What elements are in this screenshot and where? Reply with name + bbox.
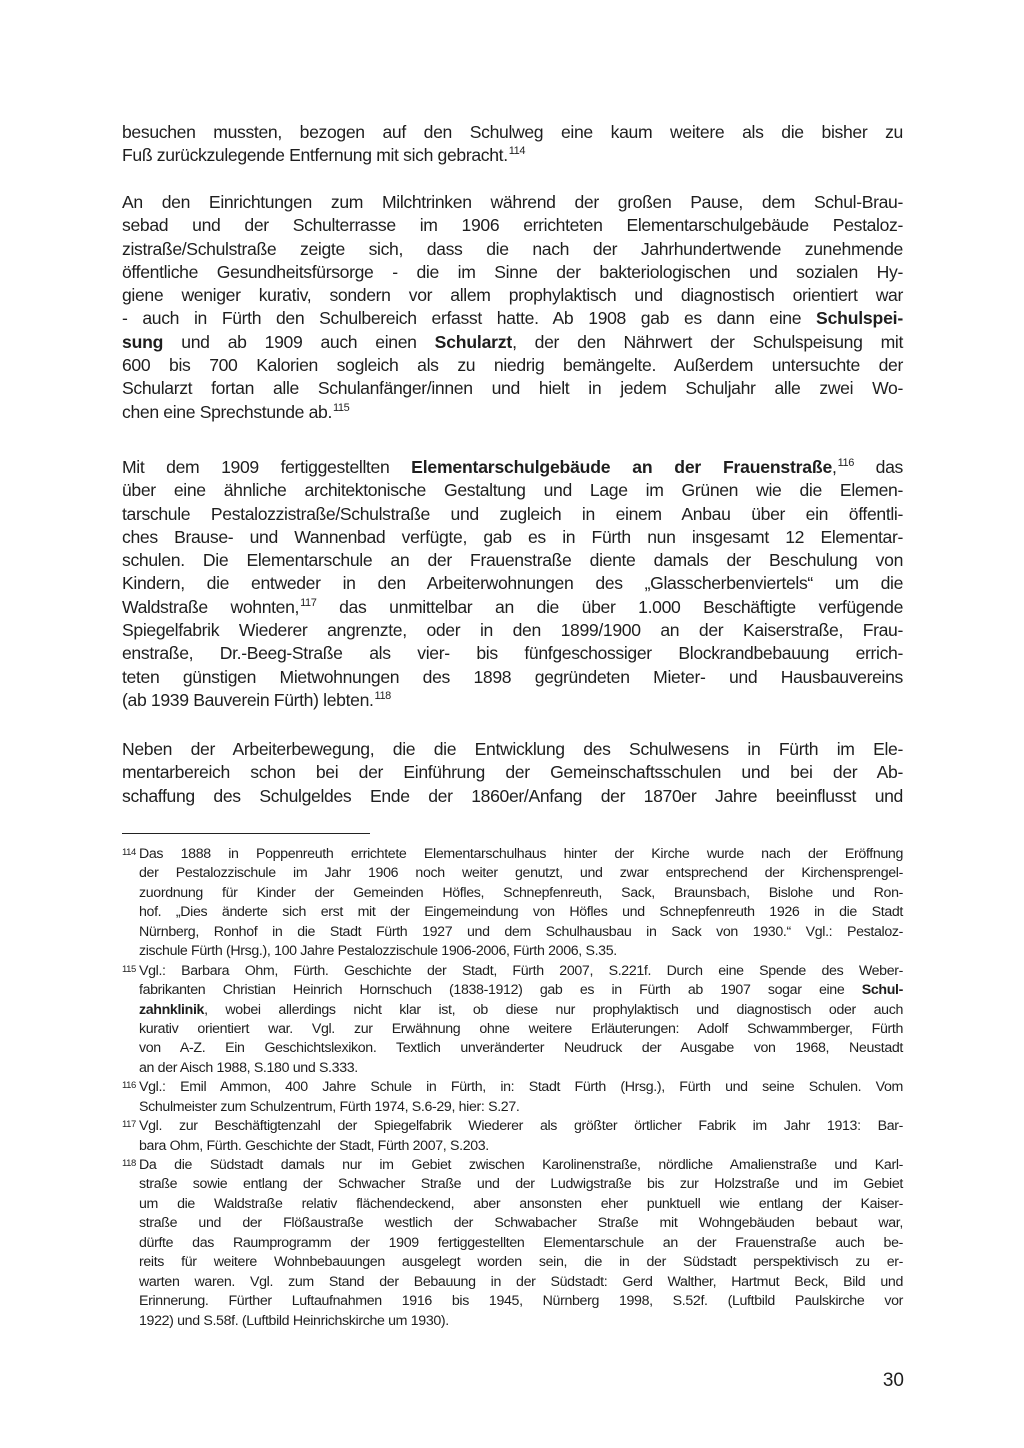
text-line: Spiegelfabrik Wiederer angrenzte, oder in den 1899/1900 an der Kaiserstraße, Frau- — [122, 620, 903, 641]
text-line: über eine ähnliche architektonische Gestaltung und Lage im Grünen wie die Elemen- — [122, 480, 903, 501]
footnote-line: straße und der Flößaustraße westlich der Schwabacher Straße mit Wohngebäuden bebaut war, — [139, 1215, 903, 1232]
text-segment: das — [853, 457, 903, 477]
footnote-number: 118 — [122, 1158, 136, 1169]
footnote-line: von A-Z. Ein Geschichtslexikon. Textlich unveränderter Neudruck der Ausgabe von 1968, Neustadt — [139, 1040, 903, 1057]
footnote-line — [122, 981, 903, 1000]
text-line: schaffung des Schulgeldes Ende der 1860er/Anfang der 1870er Jahre beeinflusst und — [122, 785, 903, 806]
footnote-line: Nürnberg, Ronhof in die Stadt Fürth 1927 und dem Schulhausbau in Sack von 1930.“ Vgl.: Pestaloz- — [139, 923, 903, 940]
text-line: 600 bis 700 Kalorien sogleich als zu niedrig bemängelte. Außerdem untersuchte der — [122, 355, 903, 376]
footnote-line: um die Waldstraße relativ flächendeckend, aber ansonsten eher punktuell wie entlang der Kaiser- — [139, 1195, 903, 1212]
footnote-line: Das 1888 in Poppenreuth errichtete Elementarschulhaus hinter der Kirche wurde nach der Eröffnung — [139, 846, 903, 862]
footnote-ref[interactable]: 114 — [508, 145, 526, 158]
footnote-line: dürfte das Raumprogramm der 1909 fertiggestellten Elementarschule an der Frauenstraße auch be- — [139, 1234, 903, 1251]
text-segment: (ab 1939 Bauverein Fürth) lebten. — [122, 689, 374, 710]
text-segment: Mit dem 1909 fertiggestellten — [122, 457, 412, 477]
footnote-line: Vgl. zur Beschäftigtenzahl der Spiegelfabrik Wiederer als größter örtlicher Fabrik im Jahr 1913: Bar- — [139, 1118, 903, 1135]
text-segment: chen eine Sprechstunde ab. — [122, 401, 333, 422]
paragraph-2 — [122, 191, 903, 424]
text-line: zistraße/Schulstraße zeigte sich, dass die nach der Jahrhundertwende zunehmende — [122, 238, 903, 259]
text-line: sebad und der Schulterrasse im 1906 errichteten Elementarschulgebäude Pestaloz- — [122, 215, 903, 236]
footnote-line: straße sowie entlang der Schwacher Straße und der Ludwigstraße bis zur Holzstraße und im Gebiet — [139, 1176, 903, 1193]
footnote-line: reits für weitere Wohnbebauungen ausgelegt worden sein, die in der Südstadt perspektivisch zu er- — [139, 1254, 903, 1271]
text-line: tarschule Pestalozzistraße/Schulstraße und zugleich in einem Anbau über ein öffentli- — [122, 503, 903, 524]
footnote-line: der Pestalozzischule im Jahr 1906 noch weiter genutzt, und zwar entsprechend der Kirchensprengel- — [139, 865, 903, 882]
footnote-ref[interactable]: 116 — [837, 457, 854, 469]
text-line: Neben der Arbeiterbewegung, die die Entwicklung des Schulwesens in Fürth im Ele- — [122, 739, 903, 759]
footnote-line: Schulmeister zum Schulzentrum, Fürth 1974, S.6-29, hier: S.27. — [139, 1098, 520, 1115]
footnote-line: warten waren. Vgl. zum Stand der Bebauung in der Südstadt: Gerd Walther, Hartmut Beck, Bild und — [139, 1273, 903, 1290]
text-line — [122, 144, 903, 167]
footnote-line: 1922) und S.58f. (Luftbild Heinrichskirche um 1930). — [139, 1312, 449, 1329]
footnote-line: Vgl.: Barbara Ohm, Fürth. Geschichte der Stadt, Fürth 2007, S.221f. Durch eine Spende des Weber- — [139, 962, 903, 979]
text-line: enstraße, Dr.-Beeg-Straße als vier- bis fünfgeschossiger Blockrandbebauung errich- — [122, 643, 903, 664]
text-segment: das unmittelbar an die über 1.000 Beschäftigte verfügende — [316, 596, 904, 617]
emphasis-schulspeisung-cont: sung — [122, 331, 164, 352]
footnote-ref[interactable]: 115 — [333, 401, 350, 414]
page-number: 30 — [882, 1370, 904, 1391]
text-segment: , — [832, 457, 837, 477]
footnote-line: zuordnung für Kinder der Gemeinden Höfles, Schnepfenreuth, Sack, Braunsbach, Bislohe und Ron- — [139, 884, 903, 901]
footnote-line: bara Ohm, Fürth. Geschichte der Stadt, Fürth 2007, S.203. — [139, 1137, 489, 1154]
text-line: öffentliche Gesundheitsfürsorge - die im Sinne der bakteriologischen und sozialen Hy- — [122, 261, 903, 282]
text-line: besuchen mussten, bezogen auf den Schulweg eine kaum weitere als die bisher zu — [122, 122, 903, 142]
text-line: mentarbereich schon bei der Einführung der Gemeinschaftsschulen und bei der Ab- — [122, 762, 903, 783]
emphasis-elementarschulgebaeude: Elementarschulgebäude an der Frauenstraße — [411, 457, 833, 477]
text-line: teten günstigen Mietwohnungen des 1898 gegründeten Mieter- und Hausbauvereins — [122, 666, 903, 687]
text-segment: fabrikanten Christian Heinrich Hornschuch (1838-1912) gab es in Fürth ab 1907 sogar eine — [139, 982, 862, 999]
paragraph-3 — [122, 456, 903, 712]
footnote-line: Vgl.: Emil Ammon, 400 Jahre Schule in Fürth, in: Stadt Fürth (Hrsg.), Fürth und seine Schulen. Vom — [139, 1079, 903, 1096]
footnote-line: Da die Südstadt damals nur im Gebiet zwischen Karolinenstraße, nördliche Amalienstraße und Karl- — [139, 1157, 903, 1173]
footnote-118 — [122, 1156, 903, 1331]
emphasis-schulzahnklinik-cont: zahnklinik — [139, 1001, 205, 1018]
text-line: schulen. Die Elementarschule an der Frauenstraße diente damals der Beschulung von — [122, 550, 903, 571]
footnote-line: an der Aisch 1988, S.180 und S.333. — [139, 1059, 358, 1076]
emphasis-schulzahnklinik: Schul- — [861, 982, 903, 999]
text-segment: , wobei allerdings nicht klar ist, ob diese nur prophylaktisch und diagnostisch oder auch — [204, 1001, 903, 1018]
text-segment: , der den Nährwert der Schulspeisung mit — [512, 331, 903, 352]
text-line: ches Brause- und Wannenbad verfügte, gab es in Fürth nun insgesamt 12 Elementar- — [122, 526, 903, 547]
paragraph-1 — [122, 121, 903, 168]
text-line — [122, 307, 903, 330]
text-line — [122, 456, 903, 479]
footnote-line: zischule Fürth (Hrsg.), 100 Jahre Pestalozzischule 1906-2006, Fürth 2006, S.35. — [139, 943, 617, 960]
text-line: Schularzt fortan alle Schulanfänger/innen und hielt in jedem Schuljahr alle zwei Wo- — [122, 378, 903, 399]
text-line — [122, 331, 903, 354]
text-line — [122, 596, 903, 619]
footnote-114 — [122, 845, 903, 962]
footnote-number: 117 — [122, 1119, 136, 1131]
text-segment: und ab 1909 auch einen — [163, 331, 435, 352]
emphasis-schularzt: Schularzt — [434, 331, 513, 352]
text-line: An den Einrichtungen zum Milchtrinken während der großen Pause, dem Schul-Brau- — [122, 192, 903, 212]
footnote-line: kurativ orientiert war. Vgl. zur Erwähnung ohne weitere Erläuterungen: Adolf Schwammberger, Fürth — [139, 1020, 903, 1037]
text-line: giene weniger kurativ, sondern vor allem prophylaktisch und diagnostisch orientiert war — [122, 285, 903, 306]
footnote-number: 115 — [122, 963, 136, 975]
footnote-116 — [122, 1078, 903, 1117]
footnotes — [122, 845, 903, 1331]
text-segment: Waldstraße wohnten, — [122, 596, 300, 617]
footnote-115 — [122, 962, 903, 1079]
footnote-ref[interactable]: 118 — [374, 689, 391, 702]
footnote-ref[interactable]: 117 — [300, 596, 317, 609]
footnote-number: 114 — [122, 847, 136, 858]
footnote-line: Erinnerung. Fürther Luftaufnahmen 1916 bis 1945, Nürnberg 1998, S.52f. (Luftbild Paulskirche vor — [139, 1293, 903, 1310]
emphasis-schulspeisung: Schulspei- — [816, 308, 903, 329]
footnote-separator — [122, 833, 370, 834]
footnote-line — [122, 1001, 903, 1020]
text-line — [122, 401, 903, 424]
text-segment: - auch in Fürth den Schulbereich erfasst hatte. Ab 1908 gab es dann eine — [122, 308, 817, 329]
text-segment: Fuß zurückzulegende Entfernung mit sich gebracht. — [122, 145, 508, 166]
footnote-number: 116 — [122, 1080, 136, 1092]
text-line — [122, 689, 903, 712]
footnote-line: hof. „Dies änderte sich erst mit der Eingemeindung von Höfles und Schnepfenreuth 1926 in die Stadt — [139, 904, 903, 921]
paragraph-4 — [122, 738, 903, 808]
footnote-117 — [122, 1117, 903, 1156]
text-line: Kindern, die entweder in den Arbeiterwohnungen des „Glasscherbenviertels“ um die — [122, 573, 903, 594]
